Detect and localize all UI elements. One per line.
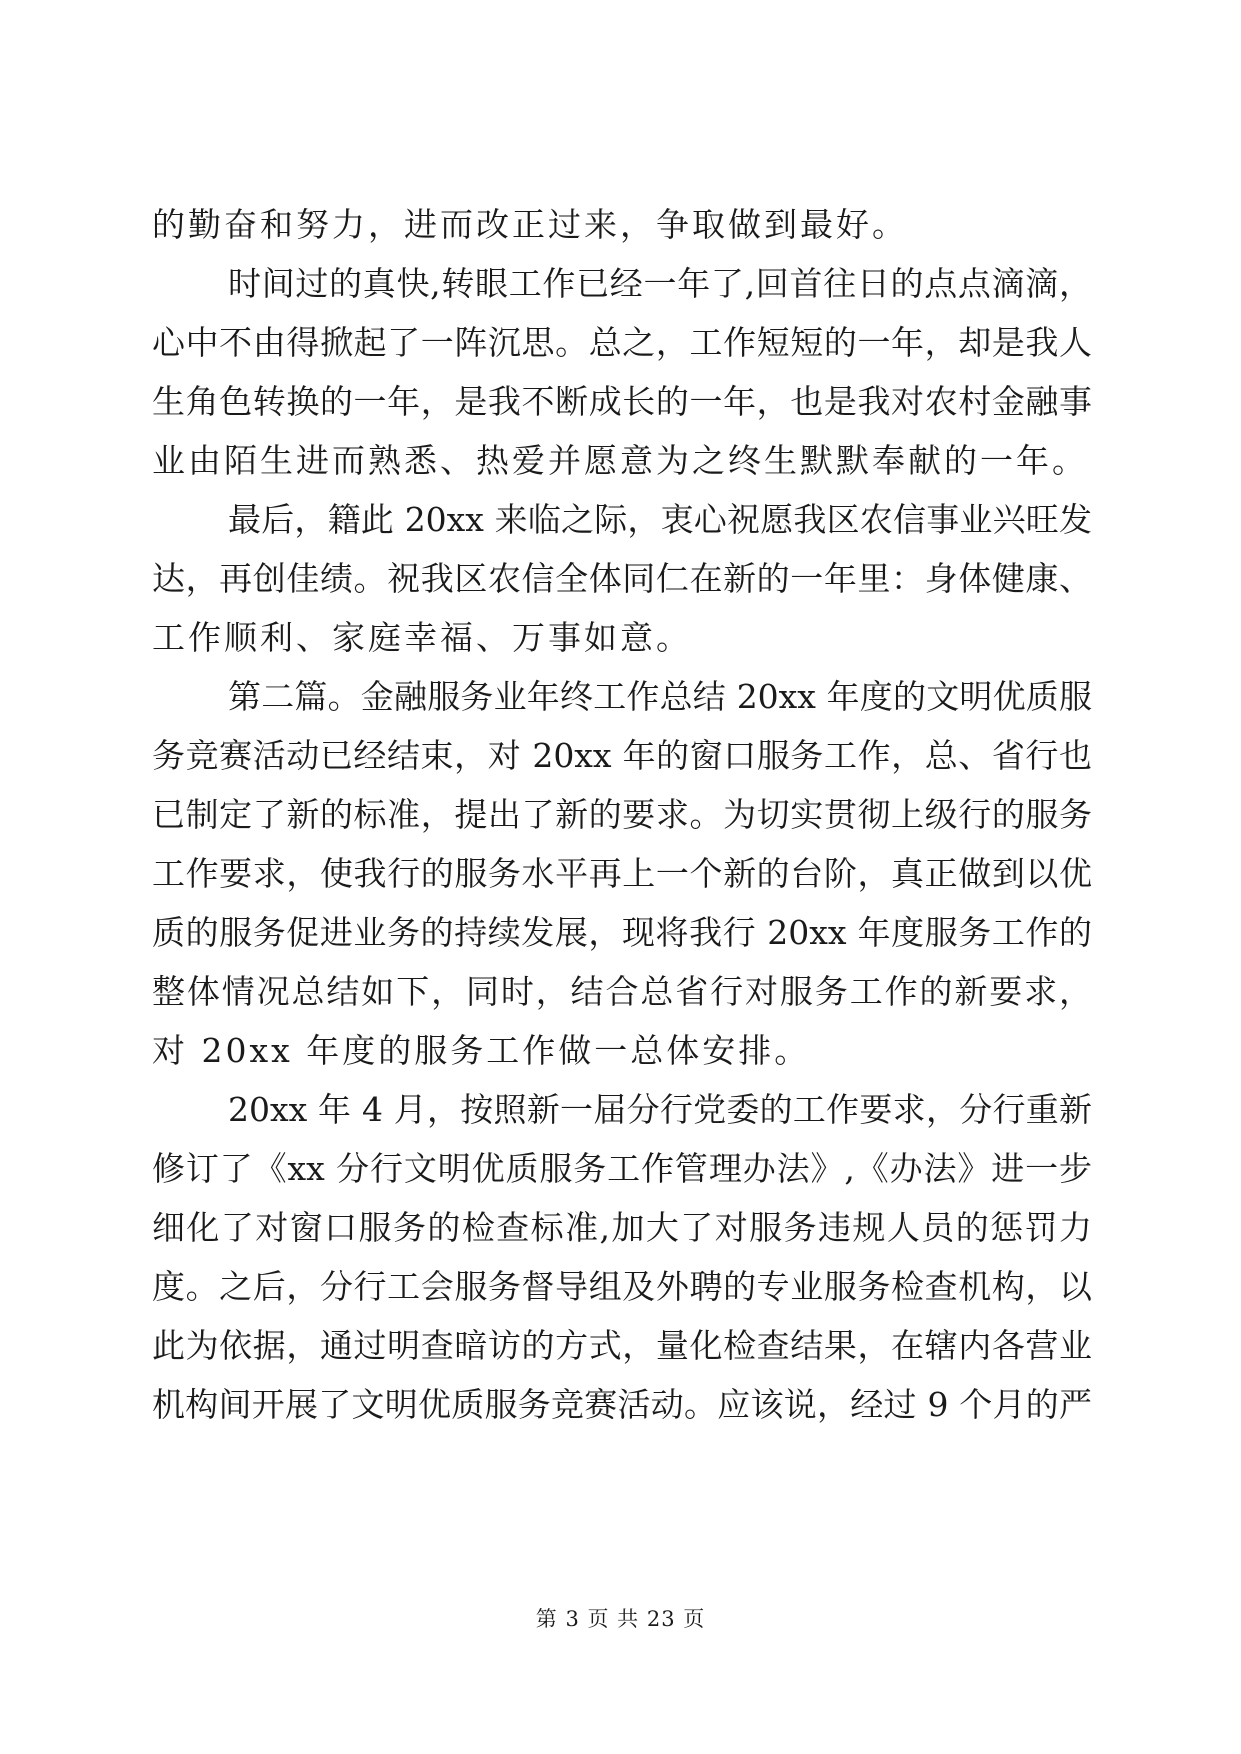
- text-line: 最后，籍此 20xx 来临之际，衷心祝愿我区农信事业兴旺发: [228, 500, 1092, 539]
- text-line: 的勤奋和努力，进而改正过来，争取做到最好。: [152, 205, 908, 244]
- text-line: 时间过的真快,转眼工作已经一年了,回首往日的点点滴滴，: [228, 264, 1092, 303]
- text-line: 第二篇。金融服务业年终工作总结 20xx 年度的文明优质服: [228, 677, 1092, 716]
- text-line: 达，再创佳绩。祝我区农信全体同仁在新的一年里：身体健康、: [152, 559, 1092, 598]
- text-line: 度。之后，分行工会服务督导组及外聘的专业服务检查机构，以: [152, 1267, 1092, 1306]
- text-line: 细化了对窗口服务的检查标准,加大了对服务违规人员的惩罚力: [152, 1208, 1092, 1247]
- text-line: 机构间开展了文明优质服务竞赛活动。应该说，经过 9 个月的严: [152, 1385, 1092, 1424]
- text-line: 对 20xx 年度的服务工作做一总体安排。: [152, 1031, 811, 1070]
- text-line: 修订了《xx 分行文明优质服务工作管理办法》,《办法》进一步: [152, 1149, 1092, 1188]
- text-line: 务竞赛活动已经结束，对 20xx 年的窗口服务工作，总、省行也: [152, 736, 1092, 775]
- text-line: 业由陌生进而熟悉、热爱并愿意为之终生默默奉献的一年。: [152, 441, 1088, 480]
- text-line: 生角色转换的一年，是我不断成长的一年，也是我对农村金融事: [152, 382, 1092, 421]
- text-line: 20xx 年 4 月，按照新一届分行党委的工作要求，分行重新: [228, 1090, 1092, 1129]
- text-line: 质的服务促进业务的持续发展，现将我行 20xx 年度服务工作的: [152, 913, 1092, 952]
- text-line: 工作要求，使我行的服务水平再上一个新的台阶，真正做到以优: [152, 854, 1092, 893]
- text-line: 已制定了新的标准，提出了新的要求。为切实贯彻上级行的服务: [152, 795, 1092, 834]
- page-number-footer: 第 3 页 共 23 页: [535, 1607, 706, 1631]
- text-line: 此为依据，通过明查暗访的方式，量化检查结果，在辖内各营业: [152, 1326, 1092, 1365]
- text-line: 心中不由得掀起了一阵沉思。总之，工作短短的一年，却是我人: [152, 323, 1092, 362]
- text-line: 整体情况总结如下，同时，结合总省行对服务工作的新要求，: [152, 972, 1092, 1011]
- text-line: 工作顺利、家庭幸福、万事如意。: [152, 618, 692, 657]
